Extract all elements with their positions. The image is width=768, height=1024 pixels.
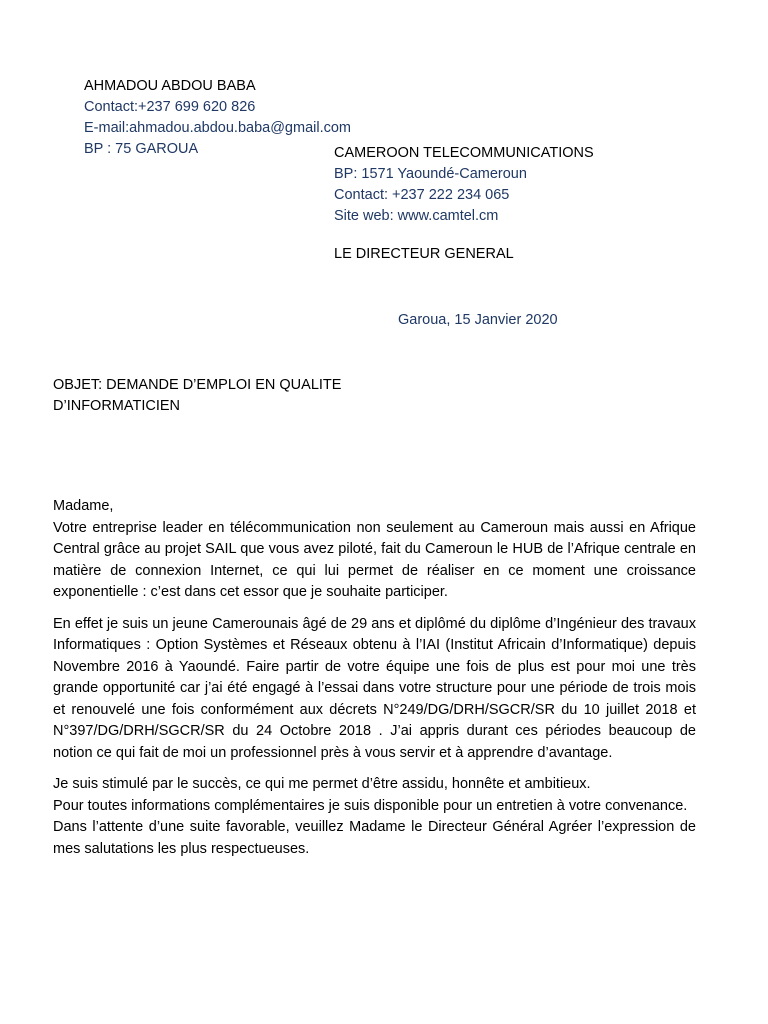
subject-line-1: OBJET: DEMANDE D’EMPLOI EN QUALITE <box>53 377 342 393</box>
letter-body <box>53 496 696 860</box>
letter-date: Garoua, 15 Janvier 2020 <box>398 312 558 328</box>
sender-name: AHMADOU ABDOU BABA <box>84 78 256 94</box>
sender-email: E-mail:ahmadou.abdou.baba@gmail.com <box>84 120 352 136</box>
recipient-title: LE DIRECTEUR GENERAL <box>334 246 514 262</box>
recipient-contact: Contact: +237 222 234 065 <box>334 187 510 203</box>
paragraph-2: En effet je suis un jeune Camerounais âgé de 29 ans et diplômé du diplôme d’Ingénieur des travaux Informatiques : Option Systèmes et Réseaux obtenu à l’IAI (Institut Africain d’Informatique) depuis Novembre 2016 à Yaoundé. Faire partir de votre équipe une fois de plus est pour moi une très grande opportunité car j’ai été engagé à l’essai dans votre structure pour une période de trois mois et renouvelé une fois conformément aux décrets N°249/DG/DRH/SGCR/SR du 10 juillet 2018 et N°397/DG/DRH/SGCR/SR du 24 Octobre 2018 . J’ai appris durant ces périodes beaucoup de notion ce qui fait de moi un professionnel près à vous servir et à apprendre d’avantage. <box>53 615 696 761</box>
recipient-website: Site web: www.camtel.cm <box>334 208 499 224</box>
letter-subject <box>53 375 413 417</box>
paragraph-3-line-1: Je suis stimulé par le succès, ce qui me permet d’être assidu, honnête et ambitieux. <box>53 776 591 792</box>
sender-bp: BP : 75 GAROUA <box>84 141 199 157</box>
sender-contact: Contact:+237 699 620 826 <box>84 99 256 115</box>
recipient-block <box>334 143 594 227</box>
sender-block <box>84 76 351 160</box>
salutation: Madame, <box>53 498 114 514</box>
recipient-bp: BP: 1571 Yaoundé-Cameroun <box>334 166 527 182</box>
recipient-company: CAMEROON TELECOMMUNICATIONS <box>334 145 594 161</box>
paragraph-1: Votre entreprise leader en télécommunication non seulement au Cameroun mais aussi en Afrique Central grâce au projet SAIL que vous avez piloté, fait du Cameroun le HUB de l’Afrique centrale en matière de connexion Internet, ce qui lui permet de réaliser en ce moment une croissance exponentielle : c’est dans cet essor que je souhaite participer. <box>53 519 696 600</box>
subject-line-2: D’INFORMATICIEN <box>53 398 181 414</box>
paragraph-3-line-2: Pour toutes informations complémentaires je suis disponible pour un entretien à votre convenance. <box>53 797 688 814</box>
paragraph-3-line-3: Dans l’attente d’une suite favorable, veuillez Madame le Directeur Général Agréer l’expression de mes salutations les plus respectueuses. <box>53 819 696 857</box>
